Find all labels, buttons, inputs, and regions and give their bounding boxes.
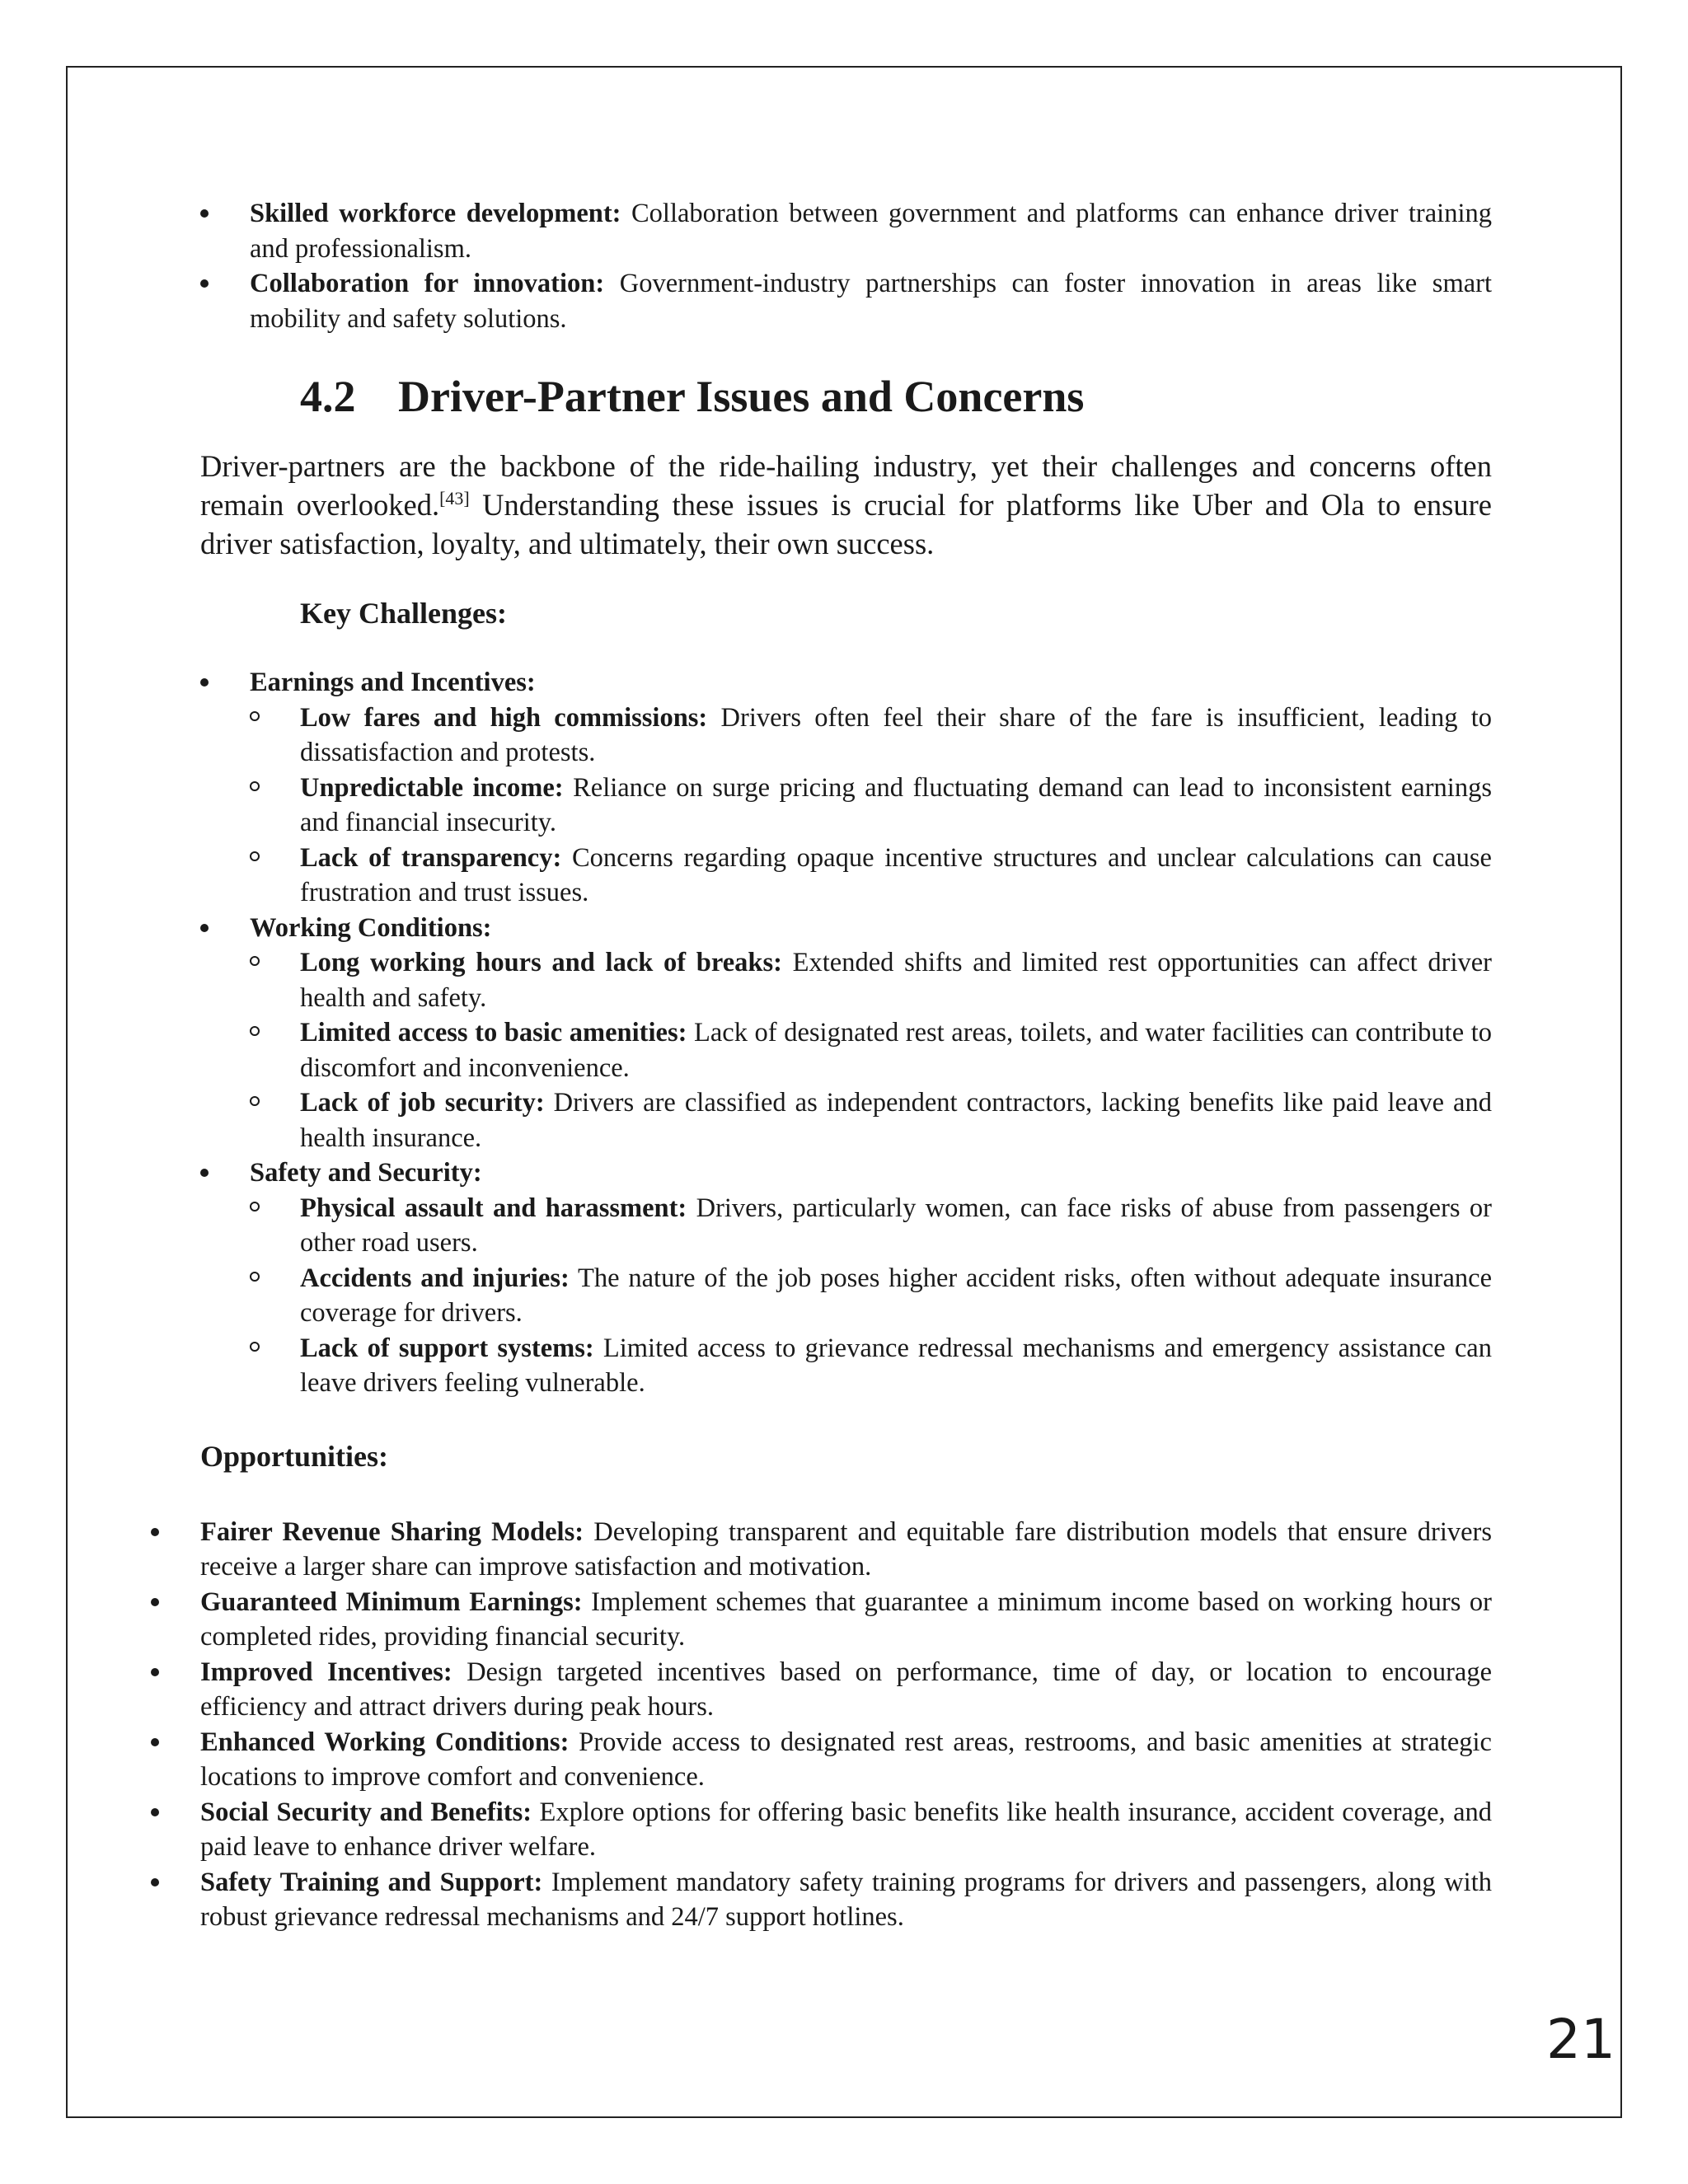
- circle-bullet-icon: [250, 956, 260, 966]
- challenges-list: [200, 665, 1492, 1401]
- sub-item-text: The nature of the job poses higher accident risks, often without adequate insurance coverage for drivers.: [300, 1263, 1492, 1328]
- opportunities-heading: Opportunities:: [200, 1439, 389, 1473]
- page-content: [200, 196, 1492, 1935]
- section-number: 4.2: [300, 372, 356, 421]
- citation-ref: [43]: [439, 487, 470, 509]
- bullet-term: Fairer Revenue Sharing Models:: [200, 1516, 584, 1547]
- list-item: [200, 266, 1492, 336]
- key-challenges-heading: Key Challenges:: [300, 597, 507, 630]
- challenge-subgroup: [200, 701, 1492, 911]
- bullet-text: Developing transparent and equitable fare distribution models that ensure drivers receive a larger share can improve satisfaction and motivation.: [200, 1516, 1492, 1582]
- bullet-text: Collaboration between government and platforms can enhance driver training and professionalism.: [250, 199, 1492, 264]
- bullet-icon: [200, 1169, 209, 1177]
- intro-text-cont: Understanding these issues is crucial for platforms like Uber and Ola to ensure driver satisfaction, loyalty, and ultimately, their own success.: [200, 488, 1492, 560]
- bullet-icon: [200, 279, 209, 288]
- page-number: 21: [1546, 2008, 1615, 2071]
- intro-text: Driver-partners are the backbone of the ride-hailing industry, yet their challenges and concerns often remain overlooked.: [200, 449, 1492, 522]
- sub-list-item: [250, 771, 1492, 841]
- list-item: [151, 1795, 1492, 1865]
- challenge-category: [200, 911, 1492, 946]
- sub-item-text: Lack of designated rest areas, toilets, and water facilities can contribute to discomfort and inconvenience.: [300, 1018, 1492, 1083]
- circle-bullet-icon: [250, 1026, 260, 1036]
- bullet-text: Implement schemes that guarantee a minimum income based on working hours or completed rides, providing financial security.: [200, 1586, 1492, 1652]
- bullet-icon: [151, 1878, 159, 1886]
- bullet-icon: [200, 209, 209, 218]
- sub-item-text: Extended shifts and limited rest opportunities can affect driver health and safety.: [300, 948, 1492, 1013]
- bullet-text: Government-industry partnerships can foster innovation in areas like smart mobility and safety solutions.: [250, 269, 1493, 334]
- list-item: [200, 196, 1492, 266]
- circle-bullet-icon: [250, 711, 260, 721]
- bullet-icon: [200, 678, 209, 687]
- category-title: Safety and Security:: [250, 1158, 482, 1188]
- bullet-term: Safety Training and Support:: [200, 1867, 543, 1897]
- sub-list-item: [250, 1015, 1492, 1085]
- bullet-text: Design targeted incentives based on performance, time of day, or location to encourage efficiency and attract drivers during peak hours.: [200, 1657, 1492, 1722]
- sub-list-item: [250, 701, 1492, 771]
- sub-list-item: [250, 1331, 1492, 1401]
- circle-bullet-icon: [250, 1342, 260, 1352]
- sub-item-text: Drivers are classified as independent contractors, lacking benefits like paid leave and health insurance.: [300, 1088, 1492, 1153]
- challenge-subgroup: [200, 1191, 1492, 1401]
- sub-item-term: Long working hours and lack of breaks:: [300, 948, 782, 977]
- bullet-term: Enhanced Working Conditions:: [200, 1727, 570, 1757]
- bullet-text: Explore options for offering basic benefits like health insurance, accident coverage, and paid leave to enhance driver welfare.: [200, 1797, 1493, 1862]
- circle-bullet-icon: [250, 1272, 260, 1282]
- sub-item-term: Physical assault and harassment:: [300, 1193, 687, 1223]
- category-title: Earnings and Incentives:: [250, 668, 536, 697]
- bullet-icon: [151, 1808, 159, 1816]
- sub-item-term: Lack of job security:: [300, 1088, 545, 1118]
- bullet-icon: [151, 1668, 159, 1676]
- circle-bullet-icon: [250, 1096, 260, 1106]
- sub-list-item: [250, 1085, 1492, 1155]
- list-item: [151, 1515, 1492, 1585]
- sub-item-term: Lack of support systems:: [300, 1333, 594, 1363]
- sub-item-text: Drivers often feel their share of the fare is insufficient, leading to dissatisfaction and protests.: [300, 702, 1493, 767]
- sub-list-item: [250, 841, 1492, 911]
- circle-bullet-icon: [250, 1202, 260, 1212]
- sub-item-text: Drivers, particularly women, can face risks of abuse from passengers or other road users.: [300, 1193, 1492, 1258]
- sub-item-term: Low fares and high commissions:: [300, 702, 708, 733]
- sub-item-term: Accidents and injuries:: [300, 1263, 570, 1293]
- bullet-icon: [151, 1598, 159, 1606]
- sub-list-item: [250, 945, 1492, 1015]
- list-item: [151, 1865, 1492, 1935]
- bullet-term: Skilled workforce development:: [250, 199, 621, 228]
- sub-item-term: Unpredictable income:: [300, 772, 564, 803]
- sub-item-text: Limited access to grievance redressal mechanisms and emergency assistance can leave drivers feeling vulnerable.: [300, 1333, 1492, 1398]
- category-title: Working Conditions:: [250, 912, 492, 943]
- sub-item-text: Reliance on surge pricing and fluctuating demand can lead to inconsistent earnings and financial insecurity.: [300, 772, 1492, 837]
- bullet-term: Guaranteed Minimum Earnings:: [200, 1586, 583, 1617]
- challenge-category: [200, 1155, 1492, 1191]
- bullet-icon: [151, 1738, 159, 1746]
- sub-item-term: Lack of transparency:: [300, 842, 562, 873]
- bullet-term: Social Security and Benefits:: [200, 1797, 532, 1827]
- list-item: [151, 1655, 1492, 1725]
- list-item: [151, 1725, 1492, 1795]
- opportunities-list: [151, 1515, 1492, 1935]
- top-bullet-list: [200, 196, 1492, 336]
- list-item: [151, 1585, 1492, 1655]
- circle-bullet-icon: [250, 781, 260, 791]
- sub-list-item: [250, 1191, 1492, 1261]
- bullet-term: Collaboration for innovation:: [250, 269, 605, 298]
- sub-item-text: Concerns regarding opaque incentive structures and unclear calculations can cause frustration and trust issues.: [300, 842, 1492, 907]
- bullet-text: Implement mandatory safety training programs for drivers and passengers, along with robust grievance redressal mechanisms and 24/7 support hotlines.: [200, 1867, 1492, 1932]
- sub-item-term: Limited access to basic amenities:: [300, 1018, 687, 1047]
- bullet-icon: [151, 1528, 159, 1536]
- section-title: Driver-Partner Issues and Concerns: [398, 372, 1085, 421]
- bullet-term: Improved Incentives:: [200, 1657, 452, 1687]
- bullet-icon: [200, 924, 209, 932]
- sub-list-item: [250, 1261, 1492, 1331]
- circle-bullet-icon: [250, 851, 260, 861]
- section-heading: [300, 369, 1492, 424]
- bullet-text: Provide access to designated rest areas, restrooms, and basic amenities at strategic locations to improve comfort and convenience.: [200, 1727, 1492, 1792]
- challenge-subgroup: [200, 945, 1492, 1155]
- intro-paragraph: [200, 447, 1492, 563]
- challenge-category: [200, 665, 1492, 701]
